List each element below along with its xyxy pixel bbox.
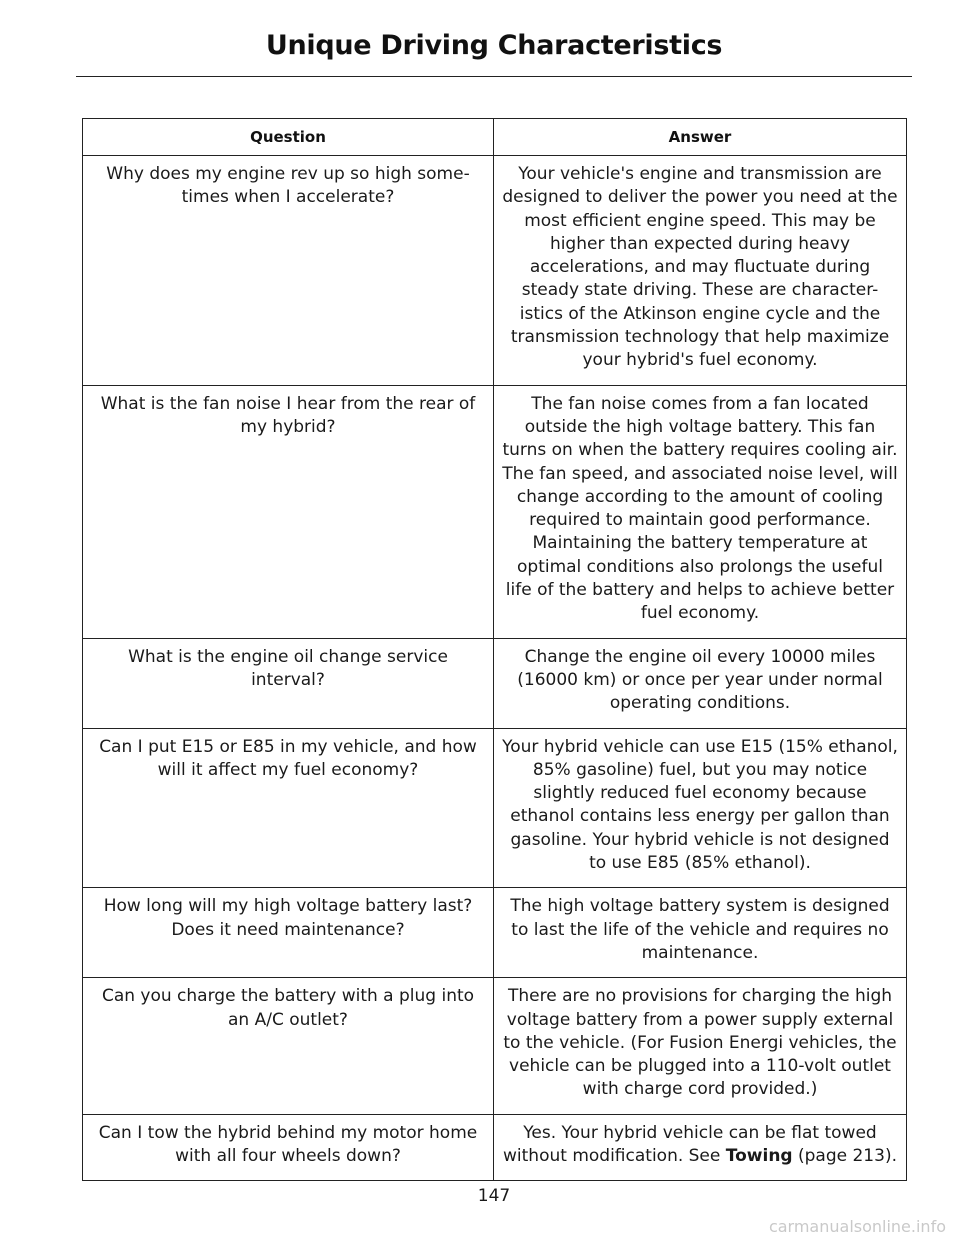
header-divider xyxy=(76,76,912,77)
table-row xyxy=(83,638,907,728)
table-row xyxy=(83,978,907,1114)
table-row xyxy=(83,1114,907,1181)
question-cell: What is the fan noise I hear from the rear of my hybrid? xyxy=(83,385,494,638)
qa-table xyxy=(82,118,907,1181)
answer-cell xyxy=(494,1114,907,1181)
answer-cell: The high voltage battery system is designed to last the life of the vehicle and requires no maintenance. xyxy=(494,888,907,978)
table-row xyxy=(83,728,907,888)
question-cell: Can you charge the battery with a plug into an A/C outlet? xyxy=(83,978,494,1114)
question-cell: Can I tow the hybrid behind my motor home with all four wheels down? xyxy=(83,1114,494,1181)
answer-text: Yes. Your hybrid vehicle can be flat towed without modification. See xyxy=(503,1122,877,1166)
question-cell: Why does my engine rev up so high some-times when I accelerate? xyxy=(83,156,494,386)
answer-cell: Your vehicle's engine and transmission are designed to deliver the power you need at the most efficient engine speed. This may be higher than expected during heavy accelerations, and may fluctuate during steady state driving. These are character-istics of the Atkinson engine cycle and the transmission technology that help maximize your hybrid's fuel economy. xyxy=(494,156,907,386)
table-row xyxy=(83,156,907,386)
question-cell: Can I put E15 or E85 in my vehicle, and how will it affect my fuel economy? xyxy=(83,728,494,888)
column-header-answer: Answer xyxy=(494,119,907,156)
page-number: 147 xyxy=(477,1186,511,1206)
towing-reference-link[interactable]: Towing xyxy=(725,1145,793,1166)
question-cell: How long will my high voltage battery last? Does it need maintenance? xyxy=(83,888,494,978)
answer-cell: Your hybrid vehicle can use E15 (15% ethanol, 85% gasoline) fuel, but you may notice slightly reduced fuel economy because ethanol contains less energy per gallon than gasoline. Your hybrid vehicle is not designed to use E85 (85% ethanol). xyxy=(494,728,907,888)
answer-cell: Change the engine oil every 10000 miles (16000 km) or once per year under normal operating conditions. xyxy=(494,638,907,728)
table-header-row xyxy=(83,119,907,156)
question-cell: What is the engine oil change service interval? xyxy=(83,638,494,728)
table-row xyxy=(83,888,907,978)
answer-cell: The fan noise comes from a fan located outside the high voltage battery. This fan turns on when the battery requires cooling air. The fan speed, and associated noise level, will change according to the amount of cooling required to maintain good performance. Maintaining the battery temperature at optimal conditions also prolongs the useful life of the battery and helps to achieve better fuel economy. xyxy=(494,385,907,638)
watermark: carmanualsonline.info xyxy=(768,1217,946,1236)
answer-text: (page 213). xyxy=(792,1145,897,1166)
page-title: Unique Driving Characteristics xyxy=(265,30,723,61)
column-header-question: Question xyxy=(83,119,494,156)
table-row xyxy=(83,385,907,638)
answer-cell: There are no provisions for charging the high voltage battery from a power supply external to the vehicle. (For Fusion Energi vehicles, the vehicle can be plugged into a 110-volt outlet with charge cord provided.) xyxy=(494,978,907,1114)
